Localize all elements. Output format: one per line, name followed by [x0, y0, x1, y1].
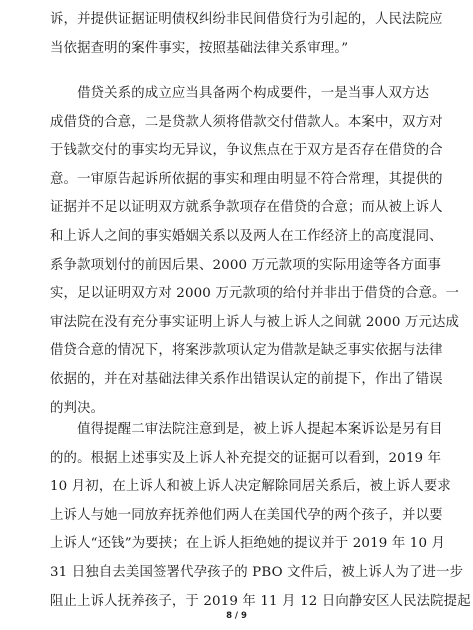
- paragraph-loan-relationship-analysis: [50, 80, 460, 423]
- page-number: 8 / 9: [226, 611, 247, 621]
- text-line: 的的。根据上述事实及上诉人补充提交的证据可以看到，2019 年: [50, 450, 442, 466]
- text-line: 于钱款交付的事实均无异议，争议焦点在于双方是否存在借贷的合: [50, 143, 443, 159]
- text-line: 成借贷的合意，二是贷款人须将借款交付借款人。本案中，双方对: [50, 114, 443, 130]
- text-line: 上诉人“还钱”为要挟；在上诉人拒绝她的提议并于 2019 年 10 月: [50, 536, 446, 552]
- text-line: 借贷合意的情况下，将案涉款项认定为借款是缺乏事实依据与法律: [50, 343, 443, 359]
- text-line: 31 日独自去美国签署代孕孩子的 PBO 文件后，被上诉人为了进一步: [50, 564, 464, 580]
- paragraph-legal-provision-continuation: [50, 6, 443, 63]
- text-line: 依据的，并在对基础法律关系作出错误认定的前提下，作出了错误: [50, 371, 443, 387]
- text-line: 值得提醒二审法院注意到是，被上诉人提起本案诉讼是另有目: [50, 422, 443, 437]
- text-line: 系争款项划付的前因后果、2000 万元款项的实际用途等各方面事: [50, 257, 442, 273]
- text-line: 的判决。: [50, 400, 105, 416]
- text-line: 阻止上诉人抚养孩子，于 2019 年 11 月 12 日向静安区人民法院提起: [50, 593, 471, 609]
- text-line: 10 月初，在上诉人和被上诉人决定解除同居关系后，被上诉人要求: [50, 479, 451, 495]
- text-line: 和上诉人之间的事实婚姻关系以及两人在工作经济上的高度混同、: [50, 228, 443, 244]
- text-line: 诉，并提供证据证明债权纠纷非民间借贷行为引起的，人民法院应: [50, 12, 443, 27]
- text-line: 证据并不足以证明双方就系争款项存在借贷的合意；而从被上诉人: [50, 200, 443, 216]
- text-line: 当依据查明的案件事实，按照基础法律关系审理。”: [50, 40, 349, 56]
- paragraph-ulterior-motive: [50, 416, 471, 616]
- text-line: 实，足以证明双方对 2000 万元款项的给付并非出于借贷的合意。一: [50, 286, 460, 302]
- text-line: 审法院在没有充分事实证明上诉人与被上诉人之间就 2000 万元达成: [50, 314, 460, 330]
- text-line: 上诉人与她一同放弃抚养他们两人在美国代孕的两个孩子，并以要: [50, 507, 443, 523]
- text-line: 借贷关系的成立应当具备两个构成要件，一是当事人双方达: [50, 86, 430, 101]
- text-line: 意。一审原告起诉所依据的事实和理由明显不符合常理，其提供的: [50, 171, 443, 187]
